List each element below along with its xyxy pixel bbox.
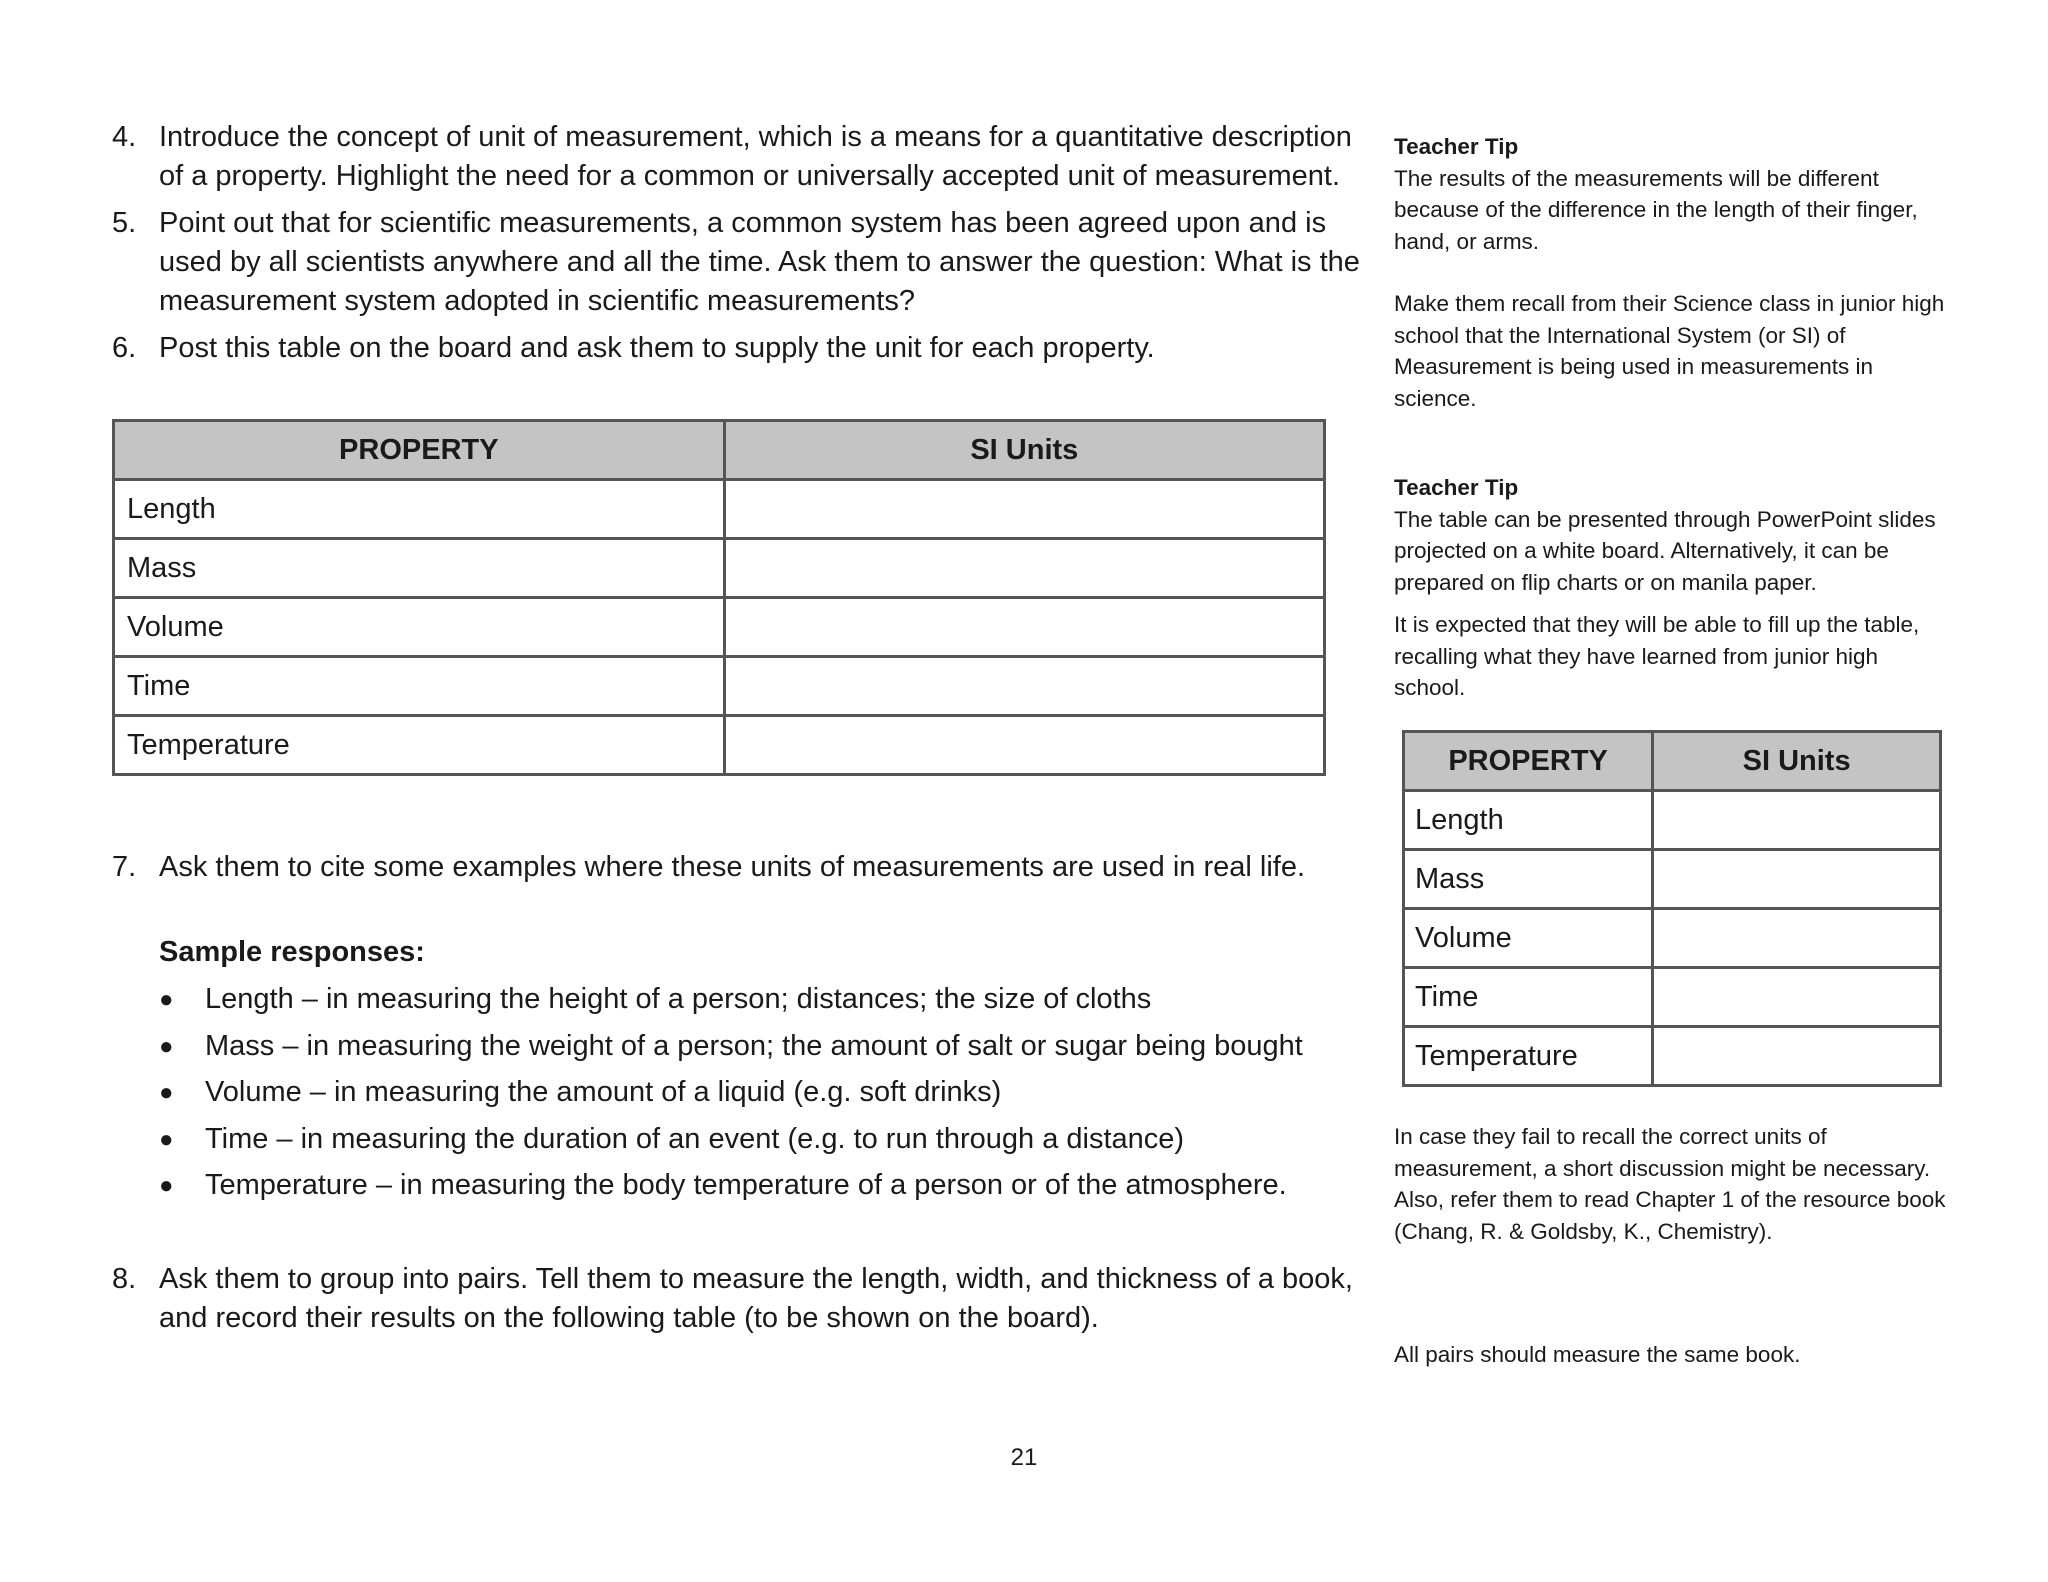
table-header-row	[1404, 732, 1941, 791]
step-number: 4.	[112, 121, 137, 153]
table-cell-unit	[724, 480, 1324, 539]
table-cell-unit	[724, 657, 1324, 716]
table-row	[1404, 968, 1941, 1027]
table-row	[114, 716, 1325, 775]
table-cell-unit	[724, 716, 1324, 775]
table-row	[1404, 850, 1941, 909]
table-row	[1404, 909, 1941, 968]
table-cell-unit	[1653, 909, 1941, 968]
step-5	[112, 204, 1362, 321]
bullet-icon: ●	[159, 1079, 174, 1106]
table-row	[1404, 791, 1941, 850]
step-7	[112, 848, 1362, 887]
table-header-si-units: SI Units	[724, 421, 1324, 480]
list-item-text: Temperature – in measuring the body temperature of a person or of the atmosphere.	[205, 1169, 1287, 1201]
teacher-tip-title: Teacher Tip	[1394, 134, 1519, 159]
table-cell-property: Time	[114, 657, 725, 716]
sample-responses-list	[159, 980, 1359, 1205]
table-row	[1404, 1027, 1941, 1086]
step-8	[112, 1260, 1362, 1338]
table-row	[114, 539, 1325, 598]
bullet-icon: ●	[159, 1032, 174, 1060]
table-cell-unit	[1653, 791, 1941, 850]
table-header-si-units: SI Units	[1653, 732, 1941, 791]
step-number: 6.	[112, 332, 137, 364]
list-item-text: Volume – in measuring the amount of a liquid (e.g. soft drinks)	[205, 1076, 1002, 1108]
sidebar-note-paragraph: All pairs should measure the same book.	[1394, 1342, 1801, 1367]
table-cell-property: Mass	[1404, 850, 1653, 909]
table-cell-unit	[1653, 1027, 1941, 1086]
step-text: Point out that for scientific measurements, a common system has been agreed upon and is used by all scientists anywhere and all the time. Ask them to answer the question: What is the measurement system adopted in scientific measurements?	[159, 207, 1360, 317]
teacher-tip-2	[1394, 472, 1954, 704]
table-cell-property: Length	[1404, 791, 1653, 850]
sidebar-note-last	[1394, 1339, 1954, 1371]
step-6	[112, 329, 1362, 368]
table-cell-property: Mass	[114, 539, 725, 598]
bullet-icon: ●	[159, 1172, 174, 1199]
list-item	[159, 1073, 1359, 1112]
table-header-row	[114, 421, 1325, 480]
list-item-text: Length – in measuring the height of a person; distances; the size of cloths	[205, 983, 1152, 1015]
teacher-tip-paragraph: It is expected that they will be able to fill up the table, recalling what they have learned from junior high school.	[1394, 612, 1920, 700]
table-cell-property: Length	[114, 480, 725, 539]
table-cell-property: Temperature	[114, 716, 725, 775]
bullet-icon: ●	[159, 1125, 174, 1153]
list-item-text: Mass – in measuring the weight of a person; the amount of salt or sugar being bought	[205, 1029, 1303, 1062]
table-cell-property: Time	[1404, 968, 1653, 1027]
teacher-tip-paragraph: Make them recall from their Science class in junior high school that the International System (or SI) of Measurement is being used in measurements in science.	[1394, 291, 1945, 411]
step-text: Ask them to group into pairs. Tell them to measure the length, width, and thickness of a book, and record their results on the following table (to be shown on the board).	[159, 1263, 1353, 1334]
table-header-property: PROPERTY	[1404, 732, 1653, 791]
list-item-text: Time – in measuring the duration of an event (e.g. to run through a distance)	[205, 1122, 1185, 1155]
table-cell-property: Temperature	[1404, 1027, 1653, 1086]
table-cell-unit	[1653, 850, 1941, 909]
step-number: 7.	[112, 851, 137, 883]
table-row	[114, 480, 1325, 539]
table-row	[114, 657, 1325, 716]
table-cell-unit	[724, 598, 1324, 657]
step-text: Post this table on the board and ask them to supply the unit for each property.	[159, 332, 1155, 364]
teacher-tip-paragraph: The results of the measurements will be different because of the difference in the length of their finger, hand, or arms.	[1394, 165, 1918, 254]
teacher-tip-title: Teacher Tip	[1394, 475, 1519, 500]
sidebar-note	[1394, 1121, 1954, 1247]
teacher-tip-paragraph: The table can be presented through PowerPoint slides projected on a white board. Alternatively, it can be prepared on flip charts or on manila paper.	[1394, 506, 1936, 595]
table-cell-unit	[1653, 968, 1941, 1027]
list-item	[159, 1166, 1359, 1205]
sample-responses-title: Sample responses:	[159, 936, 425, 968]
main-property-table	[112, 419, 1326, 776]
bullet-icon: ●	[159, 986, 174, 1013]
step-text: Introduce the concept of unit of measurement, which is a means for a quantitative description of a property. Highlight the need for a common or universally accepted unit of measurement.	[159, 121, 1352, 192]
main-steps-top	[112, 118, 1362, 376]
table-header-property: PROPERTY	[114, 421, 725, 480]
step-number: 8.	[112, 1263, 137, 1295]
sample-responses	[159, 933, 1359, 1213]
page-number: 21	[1010, 1444, 1038, 1471]
sidebar-note-paragraph: In case they fail to recall the correct units of measurement, a short discussion might be necessary. Also, refer them to read Chapter 1 of the resource book (Chang, R. & Goldsby, K., Chemistry).	[1394, 1124, 1946, 1244]
step-text: Ask them to cite some examples where these units of measurements are used in real life.	[159, 851, 1306, 883]
table-row	[114, 598, 1325, 657]
sidebar-property-table	[1402, 730, 1942, 1087]
list-item	[159, 980, 1359, 1019]
table-cell-property: Volume	[1404, 909, 1653, 968]
teacher-tip-1	[1394, 131, 1954, 414]
step-number: 5.	[112, 207, 137, 239]
list-item	[159, 1120, 1359, 1159]
table-cell-unit	[724, 539, 1324, 598]
step-4	[112, 118, 1362, 196]
table-cell-property: Volume	[114, 598, 725, 657]
list-item	[159, 1027, 1359, 1066]
